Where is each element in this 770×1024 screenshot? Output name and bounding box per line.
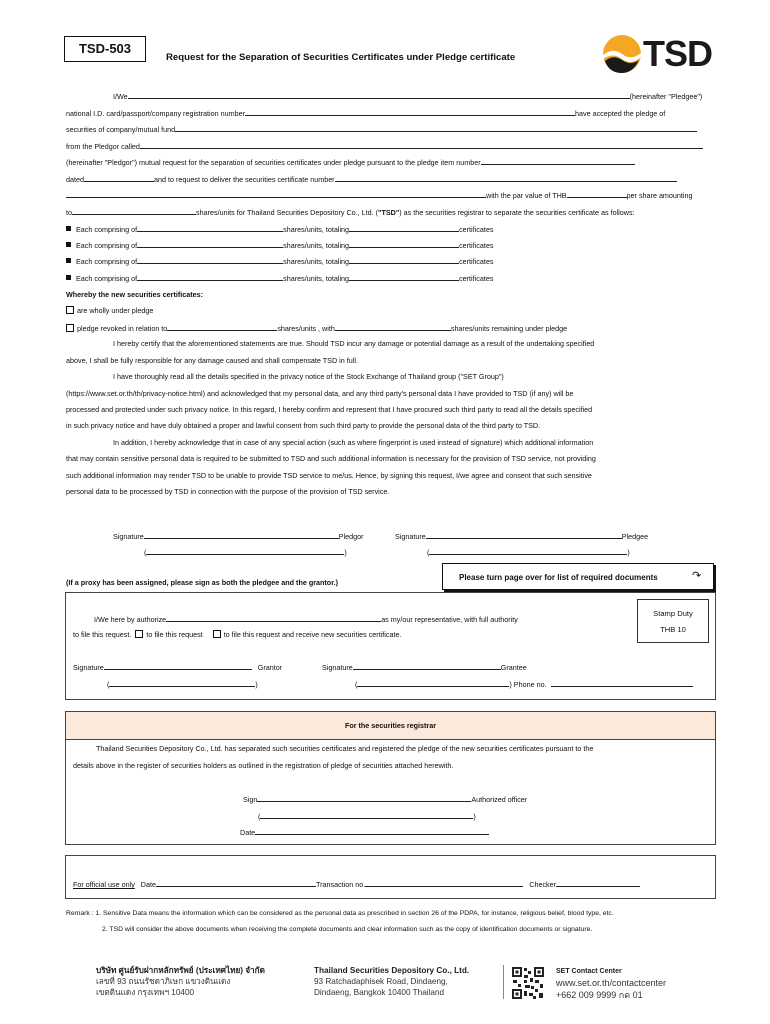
proxy-note: (If a proxy has been assigned, please sign as both the pledgee and the grantor.) [66,578,338,587]
footer-en-company: Thailand Securities Depository Co., Ltd. [314,966,470,975]
pledgor-name-field[interactable] [140,141,703,149]
certify-line: In addition, I hereby acknowledge that in case of any special action (such as where fingerprint is used instead of signature) which additional information [113,438,594,447]
contact-center-label: SET Contact Center [556,968,622,975]
transaction-number-field[interactable] [365,879,523,887]
amount-field[interactable] [72,207,196,215]
officer-signature-field[interactable] [257,794,471,802]
pledgee-signature-field[interactable] [426,531,622,539]
certify-line: personal data to be processed by TSD in connection with the purpose of the provision of TSD service. [66,487,390,496]
tsd-logo-text: TSD [643,33,712,74]
pledgor-signature-line: Signature Pledgor [113,532,364,541]
phone-field[interactable] [551,679,693,687]
line-company: securities of company/mutual fund [66,124,697,135]
officer-date-line: Date [240,827,489,838]
officer-printed-name-field[interactable] [260,811,473,819]
stamp-duty-label: Stamp Duty [653,609,693,618]
bullet-icon [66,242,71,247]
file-and-receive-checkbox[interactable] [213,630,221,638]
turn-page-text: Please turn page over for list of required documents [459,573,658,582]
file-request-checkbox[interactable] [135,630,143,638]
each-row-3: Each comprising of shares/units, totaling certificates [66,256,493,267]
grantee-signature-field[interactable] [353,662,501,670]
each-shares-field[interactable] [137,240,283,248]
line-id: national I.D. card/passport/company registration number have accepted the pledge of [66,109,666,118]
line-pledgor: from the Pledgor called [66,141,703,152]
authorize-line: I/We here by authorize as my/our representative, with full authority [94,615,518,624]
official-use-section [65,855,716,899]
certificate-number-field-2[interactable] [66,190,486,198]
revoked-shares-field[interactable] [167,323,277,331]
each-shares-field[interactable] [137,256,283,264]
pledge-item-field[interactable] [481,157,635,165]
file-options-line: to file this request. to file this request to file this request and receive new securities certificate. [73,630,402,639]
footer-thai [96,965,265,998]
certify-line: in such privacy notice and have duly obtained a proper and lawful consent from such third party to provide the personal data of the third party to TSD. [66,421,541,430]
checker-field[interactable] [556,879,640,887]
grantor-printed-name-field[interactable] [109,679,255,687]
footer-en-address-2: Dindaeng, Bangkok 10400 Thailand [314,988,445,997]
each-row-4: Each comprising of shares/units, totaling certificates [66,273,493,284]
whereby-heading: Whereby the new securities certificates: [66,290,204,299]
pledgor-printed-name-field[interactable] [146,547,344,555]
registrar-section [65,711,716,845]
par-value-field[interactable] [567,190,627,198]
bullet-icon [66,258,71,263]
certify-line: processed and protected under such privacy notice. In this regard, I hereby confirm and represent that I have procured such third party to read all the details specified [66,405,593,414]
pledgor-name-paren: ( ) [144,548,347,557]
certify-line: such additional information may render TSD to be unable to provide TSD service to me/us. Hence, by signing this request, I/we agree and consent that such sensitive [66,471,592,480]
stamp-duty-box [637,599,709,643]
grantor-name-paren: ( ) [107,680,258,689]
pledgee-signature-line: Signature Pledgee [395,532,649,541]
each-shares-field[interactable] [137,273,283,281]
pledgee-name-field[interactable] [128,91,630,99]
tsd-logo [603,33,713,75]
line-par-value: with the par value of THB per share amounting [66,190,693,201]
form-code: TSD-503 [64,36,146,62]
footer-thai-address-2: เขตดินแดง กรุงเทพฯ 10400 [96,988,195,997]
bullet-icon [66,226,71,231]
dated-field[interactable] [84,174,154,182]
contact-center-url[interactable]: www.set.or.th/contactcenter [556,978,667,988]
line-dated: dated and to request to deliver the securities certificate number [66,174,677,185]
stamp-duty-amount: THB 10 [660,625,686,634]
certificate-number-field[interactable] [335,174,677,182]
bullet-icon [66,275,71,280]
grantee-name-paren: ( ) Phone no. [355,679,693,690]
officer-sign-line: Sign Authorized officer [243,795,528,804]
pledgee-printed-name-field[interactable] [429,547,627,555]
remark-2: 2. TSD will consider the above documents when receiving the complete documents and clear information such as the copy of identification documents or signature. [102,926,593,933]
option-wholly-pledged: are wholly under pledge [66,306,153,316]
grantee-printed-name-field[interactable] [357,679,509,687]
registrar-header-text: For the securities registrar [344,721,437,730]
registrar-header [66,712,715,740]
certify-line: that may contain sensitive personal data is required to be submitted to TSD and such additional information is necessary for the provision of TSD service, not providing [66,454,596,463]
certify-line: (https://www.set.or.th/th/privacy-notice.html) and acknowledged that my personal data, and any third party's personal data I have provided to TSD (if any) will be [66,389,574,398]
pledge-revoked-checkbox[interactable] [66,324,74,332]
grantor-signature-field[interactable] [104,662,252,670]
each-row-1: Each comprising of shares/units, totaling certificates [66,224,493,235]
line-pledge-item: (hereinafter "Pledgor") mutual request for the separation of securities certificates under pledge pursuant to the pledge item number [66,157,635,168]
option-pledge-revoked: pledge revoked in relation to shares/units , with shares/units remaining under pledge [66,323,567,334]
footer-thai-company: บริษัท ศูนย์รับฝากหลักทรัพย์ (ประเทศไทย) จำกัด [96,966,265,975]
certify-line: I have thoroughly read all the details specified in the privacy notice of the Stock Exchange of Thailand group ("SET Group") [113,372,504,381]
footer-thai-address-1: เลขที่ 93 ถนนรัชดาภิเษก แขวงดินแดง [96,977,231,986]
pledgor-signature-field[interactable] [144,531,339,539]
id-number-field[interactable] [245,108,575,116]
footer-en-address-1: 93 Ratchadaphisek Road, Dindaeng, [314,977,448,986]
footer-english [314,965,469,998]
line-amount: to shares/units for Thailand Securities Depository Co., Ltd. ("TSD") as the securities registrar to separate the securities certificate as follows: [66,208,635,217]
official-date-field[interactable] [156,879,316,887]
certify-line: I hereby certify that the aforementioned statements are true. Should TSD incur any damage or potential damage as a result of the undertaking specified [113,339,595,348]
form-title: Request for the Separation of Securities Certificates under Pledge certificate [166,52,516,63]
registrar-text-2: details above in the register of securities holders as outlined in the registration of pledge of securities attached herewith. [73,761,454,770]
grantee-signature-line: Signature Grantee [322,663,527,672]
company-field[interactable] [175,124,697,132]
turn-page-box [442,563,714,590]
each-row-2: Each comprising of shares/units, totaling certificates [66,240,493,251]
registrar-text-1: Thailand Securities Depository Co., Ltd. has separated such securities certificates and registered the pledge of the new securities certificates pursuant to the [96,744,594,753]
contact-center-phone: +662 009 9999 กด 01 [556,990,643,1000]
official-use-line: For official use only Date Transaction no. Checker [73,879,640,890]
each-total-field[interactable] [349,256,459,264]
each-total-field[interactable] [349,224,459,232]
each-shares-field[interactable] [137,224,283,232]
remark-1: Remark : 1. Sensitive Data means the information which can be considered as the personal data as prescribed in section 26 of the PDPA, for instance, religious belief, blood type, etc. [66,910,614,917]
each-total-field[interactable] [349,240,459,248]
pledgee-name-paren: ( ) [427,548,630,557]
each-total-field[interactable] [349,273,459,281]
representative-field[interactable] [166,614,381,622]
turn-page-arrow-icon: ↷ [692,570,702,582]
certify-line: above, I shall be fully responsible for any damage caused and shall compensate TSD in full. [66,356,358,365]
footer-divider [503,965,504,999]
line-pledgee: I/We (hereinafter "Pledgee") [113,92,703,101]
officer-date-field[interactable] [255,827,489,835]
footer-contact [556,966,666,1001]
wholly-pledged-checkbox[interactable] [66,306,74,314]
qr-code-icon [511,966,545,1000]
remaining-shares-field[interactable] [335,323,451,331]
grantor-signature-line: Signature Grantor [73,663,283,672]
officer-name-paren: ( ) [258,812,476,821]
